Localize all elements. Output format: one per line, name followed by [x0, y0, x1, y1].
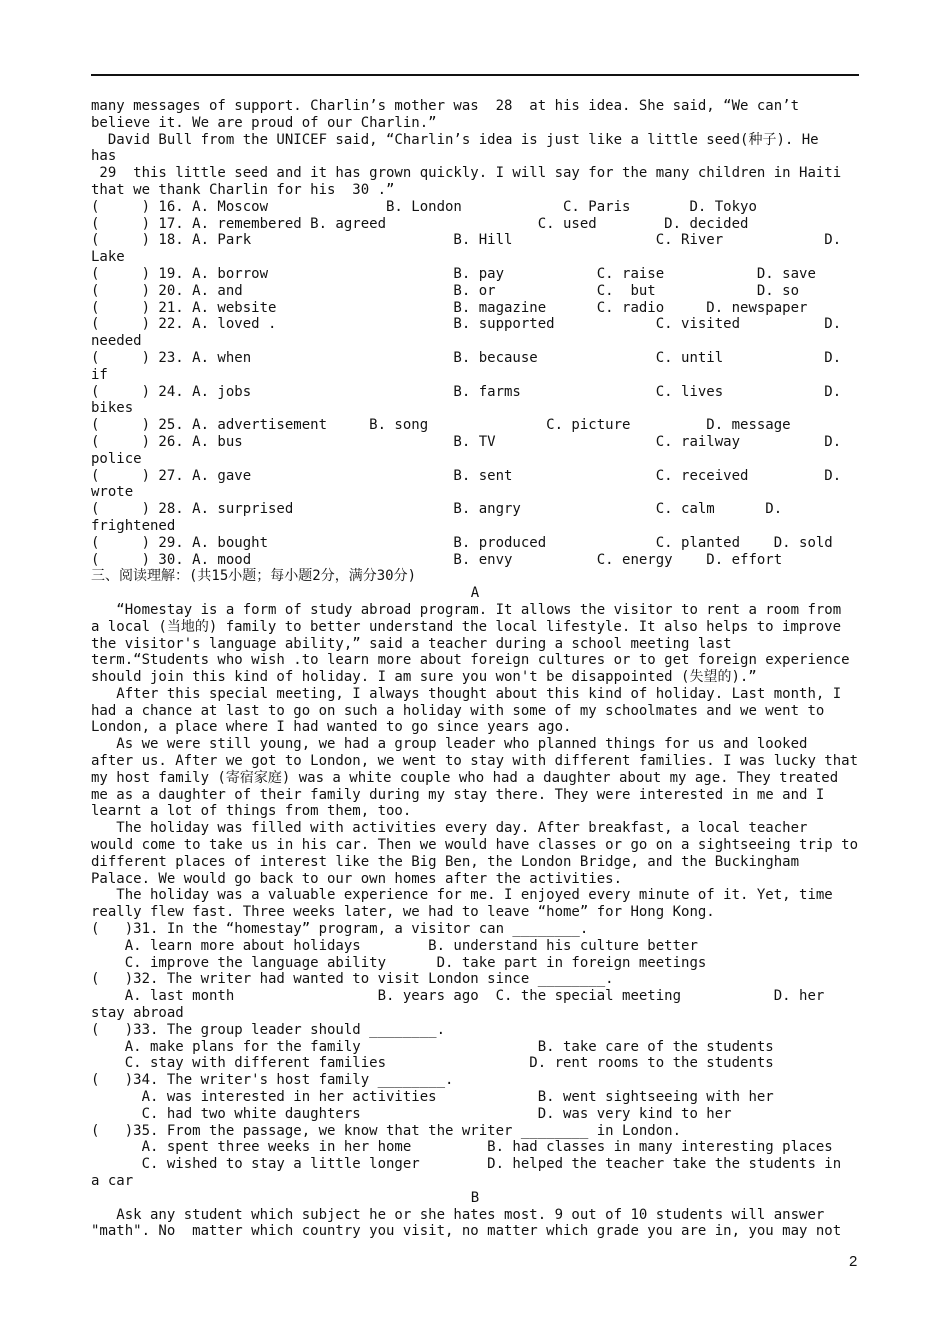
text-line: learnt a lot of things from them, too.: [91, 803, 412, 820]
question-line: C. had two white daughters D. was very kind to her: [91, 1105, 732, 1122]
question-line: ( )31. In the “homestay” program, a visitor can ________.: [91, 921, 589, 938]
text-line: after us. After we got to London, we went to stay with different families. I was lucky that: [91, 753, 859, 770]
text-line: different places of interest like the Big Ben, the London Bridge, and the Buckingham: [91, 853, 800, 870]
question-line: ( )35. From the passage, we know that the writer ________ in London.: [91, 1122, 682, 1139]
option-line: bikes: [91, 400, 134, 417]
question-line: C. improve the language ability D. take part in foreign meetings: [91, 954, 707, 971]
question-line: C. stay with different families D. rent rooms to the students: [91, 1055, 774, 1072]
question-line: stay abroad: [91, 1005, 184, 1022]
option-line: ( ) 22. A. loved . B. supported C. visited D.: [91, 316, 842, 333]
option-line: ( ) 21. A. website B. magazine C. radio D. newspaper: [91, 299, 808, 316]
option-line: ( ) 29. A. bought B. produced C. planted D. sold: [91, 534, 833, 551]
option-line: wrote: [91, 484, 134, 501]
text-line: After this special meeting, I always thought about this kind of holiday. Last month, I: [91, 685, 842, 702]
option-line: ( ) 16. A. Moscow B. London C. Paris D. Tokyo: [91, 198, 757, 215]
text-line: “Homestay is a form of study abroad program. It allows the visitor to rent a room from: [91, 601, 842, 618]
text-line: London, a place where I had wanted to go since years ago.: [91, 719, 572, 736]
text-line: my host family (寄宿家庭) was a white couple who had a daughter about my age. They treated: [91, 769, 839, 786]
text-line: that we thank Charlin for his 30 .”: [91, 181, 395, 198]
question-line: a car: [91, 1173, 134, 1189]
text-line: The holiday was a valuable experience for me. I enjoyed every minute of it. Yet, time: [91, 887, 833, 904]
text-line: me as a daughter of their family during my stay there. They were interested in me and I: [91, 786, 825, 803]
text-line: many messages of support. Charlin’s mother was 28 at his idea. She said, “We can’t: [91, 98, 800, 114]
text-line: David Bull from the UNICEF said, “Charlin’s idea is just like a little seed(种子). He: [91, 131, 819, 148]
option-line: ( ) 28. A. surprised B. angry C. calm D.: [91, 501, 783, 518]
option-line: Lake: [91, 249, 125, 266]
question-line: A. last month B. years ago C. the special meeting D. her: [91, 988, 825, 1005]
option-line: ( ) 19. A. borrow B. pay C. raise D. save: [91, 265, 816, 282]
passage-b-label: B: [470, 1189, 480, 1206]
option-line: if: [91, 366, 108, 383]
text-line: The holiday was filled with activities every day. After breakfast, a local teacher: [91, 820, 808, 837]
option-line: ( ) 25. A. advertisement B. song C. picture D. message: [91, 417, 791, 434]
passage-a: [91, 602, 859, 921]
question-line: C. wished to stay a little longer D. helped the teacher take the students in: [91, 1156, 842, 1173]
option-line: ( ) 17. A. remembered B. agreed C. used D. decided: [91, 215, 749, 232]
passage-b: [91, 1207, 859, 1241]
text-line: term.“Students who wish .to learn more about foreign cultures or to get foreign experience: [91, 652, 850, 669]
option-line: ( ) 18. A. Park B. Hill C. River D.: [91, 232, 842, 249]
text-line: "math". No matter which country you visit, no matter which grade you are in, you may not: [91, 1223, 842, 1240]
option-line: police: [91, 450, 142, 467]
text-line: 29 this little seed and it has grown quickly. I will say for the many children in Haiti: [91, 165, 842, 182]
option-line: ( ) 26. A. bus B. TV C. railway D.: [91, 433, 842, 450]
option-line: ( ) 27. A. gave B. sent C. received D.: [91, 467, 842, 484]
question-line: ( )33. The group leader should ________.: [91, 1021, 446, 1038]
question-line: ( )34. The writer's host family ________.: [91, 1072, 454, 1089]
question-line: ( )32. The writer had wanted to visit London since ________.: [91, 971, 614, 988]
option-line: needed: [91, 333, 142, 350]
option-line: ( ) 23. A. when B. because C. until D.: [91, 349, 842, 366]
section-heading: 三、阅读理解：(共15小题；每小题2分，满分30分): [91, 568, 416, 585]
cloze-options: [91, 199, 859, 569]
question-line: A. learn more about holidays B. understand his culture better: [91, 937, 698, 954]
option-line: frightened: [91, 517, 176, 534]
text-line: has: [91, 148, 117, 165]
question-line: A. make plans for the family B. take care of the students: [91, 1038, 774, 1055]
question-line: A. spent three weeks in her home B. had classes in many interesting places: [91, 1139, 833, 1156]
header-rule: [91, 74, 859, 76]
page-number: 2: [849, 1253, 858, 1270]
text-line: Palace. We would go back to our own homes after the activities.: [91, 870, 623, 887]
text-line: would come to take us in his car. Then we would have classes or go on a sightseeing trip to: [91, 837, 859, 854]
text-line: As we were still young, we had a group leader who planned things for us and looked: [91, 736, 808, 753]
passage-a-label: A: [470, 585, 480, 602]
questions-a: [91, 921, 859, 1190]
text-line: the visitor's language ability,” said a teacher during a school meeting last: [91, 635, 732, 652]
text-line: Ask any student which subject he or she hates most. 9 out of 10 students will answer: [91, 1206, 825, 1223]
cloze-passage: [91, 98, 859, 199]
text-line: had a chance at last to go on such a holiday with some of my schoolmates and we went to: [91, 702, 825, 719]
option-line: ( ) 24. A. jobs B. farms C. lives D.: [91, 383, 842, 400]
text-line: should join this kind of holiday. I am sure you won't be disappointed (失望的).”: [91, 669, 757, 686]
question-line: A. was interested in her activities B. went sightseeing with her: [91, 1089, 774, 1106]
option-line: ( ) 30. A. mood B. envy C. energy D. effort: [91, 551, 783, 568]
exam-page: [91, 98, 859, 1240]
text-line: a local (当地的) family to better understand the local lifestyle. It also helps to improve: [91, 618, 842, 635]
option-line: ( ) 20. A. and B. or C. but D. so: [91, 282, 800, 299]
text-line: really flew fast. Three weeks later, we had to leave “home” for Hong Kong.: [91, 904, 715, 921]
text-line: believe it. We are proud of our Charlin.”: [91, 114, 437, 131]
